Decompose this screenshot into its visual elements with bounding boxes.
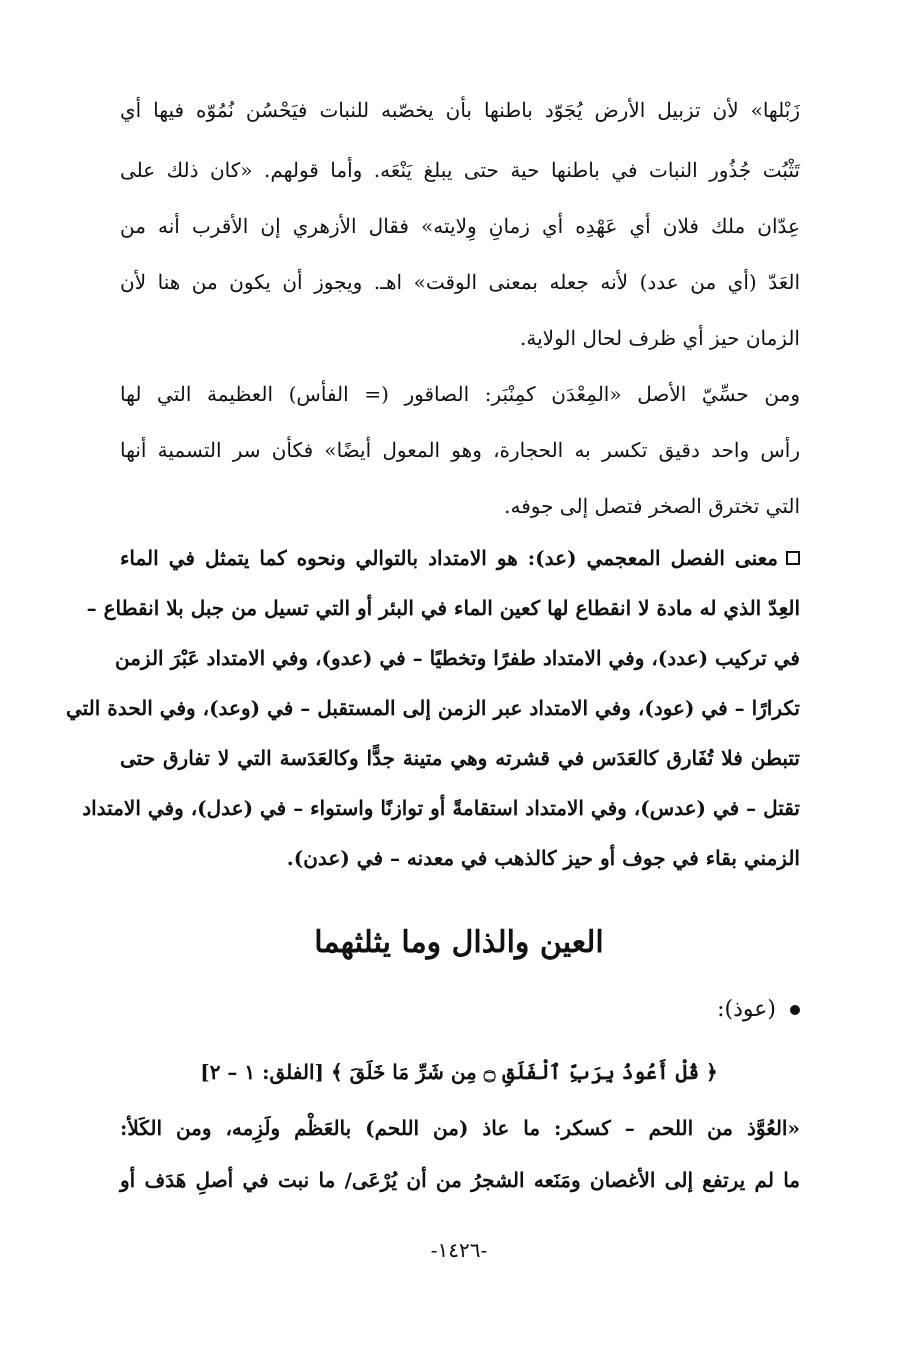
paragraph-3-line-3: في تركيب (عدد)، وفي الامتداد طفرًا وتخطيًا – في (عدو)، وفي الامتداد عَبْرَ الزمن <box>114 646 800 670</box>
section-heading: العين والذال وما يثلثهما <box>314 925 604 960</box>
paragraph-2-line-2: رأس واحد دقيق تكسر به الحجارة، وهو المعول أيضًا» فكأن سر التسمية أنها <box>120 438 800 462</box>
paragraph-1-line-3: عِدّان ملك فلان أي عَهْدِه أي زمانِ وِلايته» فقال الأزهري إن الأقرب أنه من <box>120 214 800 238</box>
paragraph-2-line-3: التي تخترق الصخر فتصل إلى جوفه. <box>504 494 800 518</box>
verse-quote: ﴿ قُلْ أَعُوذُ بِرَبِّ ٱلْفَلَقِ ۝ مِن شَرِّ مَا خَلَقَ ﴾ [الفلق: ١ – ٢] <box>200 1060 718 1084</box>
paragraph-3-line-5: تتبطن فلا تُفَارق كالعَدَس في قشرته وهي متينة جدًّا وكالعَدَسة التي لا تفارق حتى <box>120 746 800 770</box>
page-number: -١٤٢٦- <box>430 1238 488 1262</box>
paragraph-1-line-4: العَدّ (أي من عدد) لأنه جعله بمعنى الوقت» اهـ. ويجوز أن يكون من هنا لأن <box>120 270 800 294</box>
entry-label: (عوذ): <box>717 997 776 1022</box>
paragraph-4-line-1: «العُوَّذ من اللحم – كسكر: ما عاذ (من اللحم) بالعَظْم ولَزِمه، ومن الكَلأ: <box>120 1116 800 1140</box>
paragraph-4-line-2: ما لم يرتفع إلى الأغصان ومَنَعه الشجرُ من أن يُرْعَى/ ما نبت في أصلِ هَدَف أو <box>120 1168 800 1192</box>
paragraph-1-line-5: الزمان حيز أي ظرف لحال الولاية. <box>520 326 800 350</box>
paragraph-3-line-2: العِدّ الذي له مادة لا انقطاع لها كعين الماء في البئر أو التي تسيل من جبل بلا انقطاع – <box>86 596 800 620</box>
paragraph-3-line-4: تكرارًا – في (عود)، وفي الامتداد عبر الزمن إلى المستقبل – في (وعد)، وفي الحدة التي <box>65 696 800 720</box>
paragraph-3-line-6: تقتل – في (عدس)، وفي الامتداد استقامةً أو توازنًا واستواء – في (عدل)، وفي الامتداد <box>82 796 800 820</box>
paragraph-2-line-1: ومن حسِّيّ الأصل «المِعْدَن كمِنْبَر: الصاقور (= الفأس) العظيمة التي لها <box>120 382 800 406</box>
paragraph-3-line-1 <box>120 538 800 578</box>
paragraph-3-line-1-text: معنى الفصل المعجمي (عد): هو الامتداد بالتوالي ونحوه كما يتمثل في الماء <box>120 546 778 570</box>
paragraph-3-line-7: الزمني بقاء في جوف أو حيز كالذهب في معدنه – في (عدن). <box>286 846 800 870</box>
bullet-icon <box>790 1005 800 1015</box>
paragraph-1-line-1: زَبْلها» لأن تزبيل الأرض يُجَوّد باطنها بأن يخصّبه للنبات فيَحْسُن نُمُوّه فيها أي <box>120 98 800 122</box>
paragraph-3-line-1-wrap <box>120 538 800 578</box>
paragraph-1-line-2: تَثْبُت جُذُور النبات في باطنها حية حتى يبلغ يَنْعَه. وأما قولهم. «كان ذلك على <box>120 158 800 182</box>
entry-bullet <box>717 990 800 1030</box>
square-box-icon <box>786 551 800 565</box>
